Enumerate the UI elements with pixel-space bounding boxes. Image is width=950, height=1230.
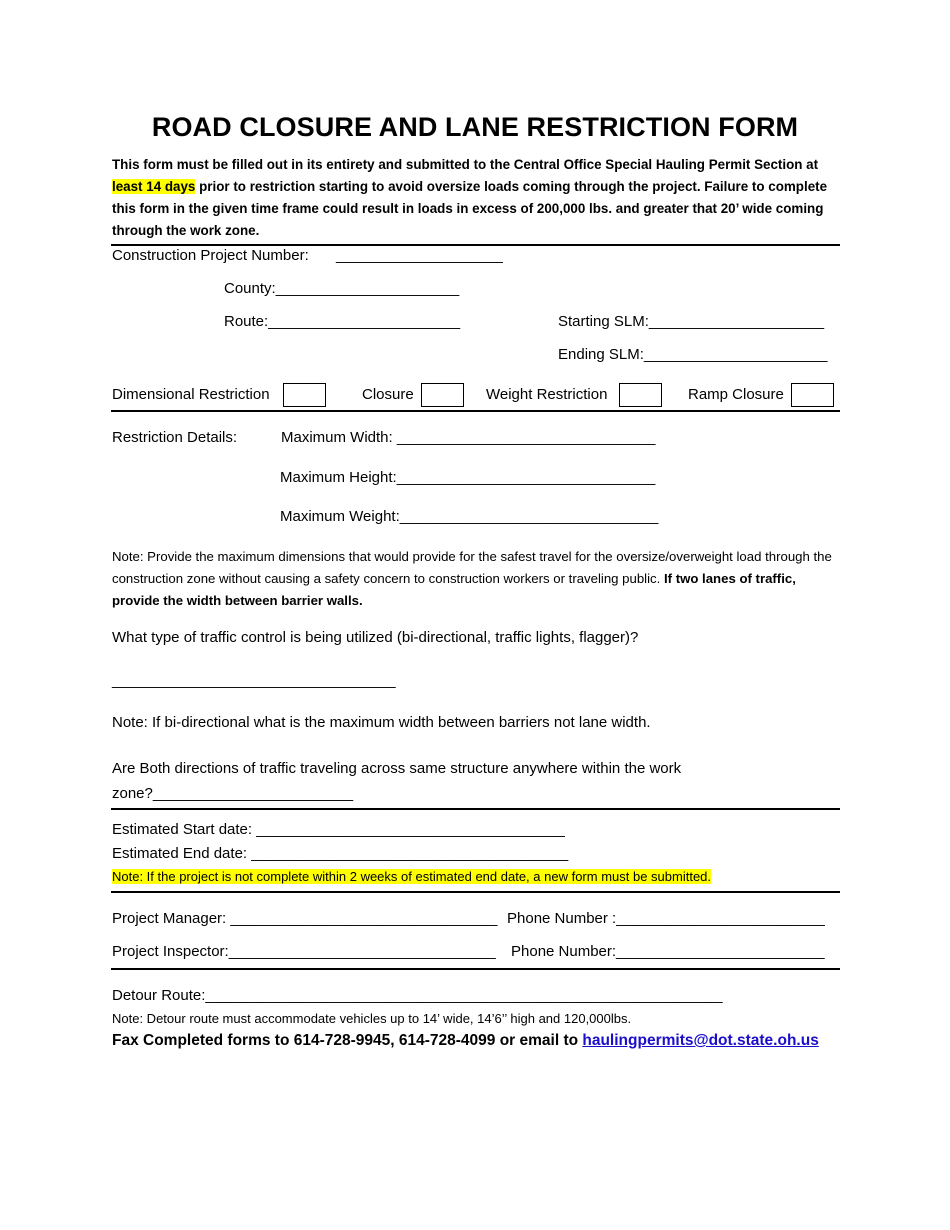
detour-note: Note: Detour route must accommodate vehicles up to 14’ wide, 14’6’’ high and 120,000lbs. — [112, 1011, 632, 1026]
form-title: ROAD CLOSURE AND LANE RESTRICTION FORM — [151, 112, 799, 142]
traffic-control-field[interactable]: __________________________________ — [112, 672, 396, 689]
restriction-details-label: Restriction Details: — [112, 429, 238, 446]
fax-instructions — [112, 1032, 819, 1050]
dates-note — [112, 869, 711, 884]
detour-route-field[interactable]: Detour Route:______________________________________________________________ — [112, 987, 723, 1004]
start-date-field[interactable]: Estimated Start date: _____________________________________ — [112, 821, 565, 838]
traffic-control-question: What type of traffic control is being utilized (bi-directional, traffic lights, flagger)? — [112, 629, 639, 646]
intro-text-1: This form must be filled out in its entirety and submitted to the Central Office Special Hauling Permit Section at — [112, 157, 819, 172]
project-inspector-field[interactable]: Project Inspector:________________________________ — [112, 943, 496, 960]
ramp-closure-label: Ramp Closure — [688, 386, 784, 403]
end-date-field[interactable]: Estimated End date: ______________________________________ — [112, 845, 569, 862]
dimensional-restriction-label: Dimensional Restriction — [112, 386, 270, 403]
divider — [111, 244, 840, 246]
ramp-closure-checkbox[interactable] — [791, 383, 834, 407]
closure-label: Closure — [362, 386, 414, 403]
weight-restriction-label: Weight Restriction — [486, 386, 608, 403]
inspector-phone-field[interactable]: Phone Number:_________________________ — [511, 943, 825, 960]
divider — [111, 808, 840, 810]
dates-note-text: Note: If the project is not complete within 2 weeks of estimated end date, a new form must be submitted. — [112, 869, 712, 884]
project-number-label: Construction Project Number: — [112, 247, 309, 264]
intro-highlight: least 14 days — [112, 179, 196, 194]
max-width-field[interactable]: Maximum Width: _______________________________ — [281, 429, 656, 446]
email-link[interactable]: haulingpermits@dot.state.oh.us — [582, 1032, 819, 1049]
starting-slm-field[interactable]: Starting SLM:_____________________ — [558, 313, 825, 330]
dimension-note-bold: If two lanes of traffic, provide the width between barrier walls. — [112, 571, 796, 608]
intro-paragraph — [112, 154, 838, 242]
dimension-note — [112, 546, 840, 612]
county-field[interactable]: County:______________________ — [224, 280, 460, 297]
dimensional-restriction-checkbox[interactable] — [283, 383, 326, 407]
closure-checkbox[interactable] — [421, 383, 464, 407]
structure-answer-field[interactable]: zone?________________________ — [112, 785, 354, 802]
route-field[interactable]: Route:_______________________ — [224, 313, 461, 330]
max-height-field[interactable]: Maximum Height:_______________________________ — [280, 469, 656, 486]
ending-slm-field[interactable]: Ending SLM:______________________ — [558, 346, 828, 363]
divider — [111, 968, 840, 970]
project-number-field[interactable]: ____________________ — [336, 247, 503, 264]
bidirectional-note: Note: If bi-directional what is the maximum width between barriers not lane width. — [112, 714, 651, 731]
max-weight-field[interactable]: Maximum Weight:_______________________________ — [280, 508, 659, 525]
project-manager-field[interactable]: Project Manager: ________________________________ — [112, 910, 498, 927]
intro-text-2: prior to restriction starting to avoid oversize loads coming through the project. Failure to complete this form in the given time frame could result in loads in excess of 200,000 lbs. and greater that 20’ wide coming through the work zone. — [112, 179, 828, 238]
divider — [111, 410, 840, 412]
fax-text: Fax Completed forms to 614-728-9945, 614-728-4099 or email to — [112, 1032, 583, 1049]
dimension-note-text: Note: Provide the maximum dimensions that would provide for the safest travel for the oversize/overweight load through the construction zone without causing a safety concern to construction workers or traveling public. — [112, 549, 832, 586]
weight-restriction-checkbox[interactable] — [619, 383, 662, 407]
divider — [111, 891, 840, 893]
structure-question: Are Both directions of traffic traveling across same structure anywhere within the work — [112, 760, 682, 777]
manager-phone-field[interactable]: Phone Number :_________________________ — [507, 910, 825, 927]
